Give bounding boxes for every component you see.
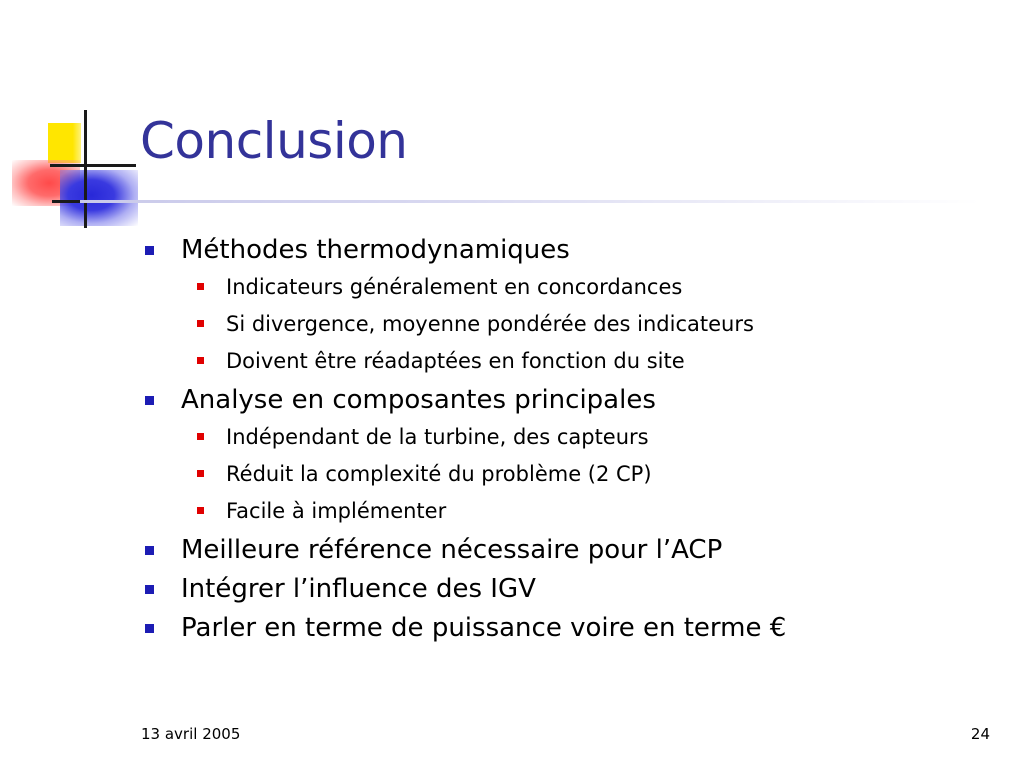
sub-bullet-text: Facile à implémenter (226, 499, 447, 523)
bullet-text: Parler en terme de puissance voire en terme € (181, 613, 787, 643)
bullet-text: Analyse en composantes principales (181, 385, 656, 415)
red-square-bullet-icon (197, 283, 204, 290)
blue-square-bullet-icon (145, 546, 154, 555)
red-square-bullet-icon (197, 357, 204, 364)
footer-date: 13 avril 2005 (141, 725, 241, 743)
logo-vertical-line (84, 110, 87, 228)
red-square-bullet-icon (197, 470, 204, 477)
sub-bullet-item (140, 343, 1000, 380)
red-square-bullet-icon (197, 433, 204, 440)
bullet-item (140, 570, 1000, 608)
blue-square-bullet-icon (145, 396, 154, 405)
logo-horizontal-line (50, 164, 136, 167)
sub-bullet-text: Indépendant de la turbine, des capteurs (226, 425, 649, 449)
sub-bullet-item (140, 306, 1000, 343)
bullet-text: Intégrer l’influence des IGV (181, 574, 536, 604)
red-square-bullet-icon (197, 320, 204, 327)
sub-bullet-item (140, 493, 1000, 530)
slide-title: Conclusion (140, 112, 408, 170)
blue-square-bullet-icon (145, 624, 154, 633)
blue-square-bullet-icon (145, 585, 154, 594)
title-underline (80, 200, 980, 203)
logo-blue-square (60, 170, 138, 226)
bullet-item (140, 231, 1000, 269)
bullet-item (140, 609, 1000, 647)
sub-bullet-text: Doivent être réadaptées en fonction du site (226, 349, 685, 373)
sub-bullet-text: Réduit la complexité du problème (2 CP) (226, 462, 652, 486)
bullet-text: Meilleure référence nécessaire pour l’ACP (181, 535, 723, 565)
slide-logo-icon (0, 0, 150, 240)
sub-bullet-item (140, 456, 1000, 493)
slide-number: 24 (970, 725, 990, 743)
bullet-item (140, 531, 1000, 569)
logo-yellow-square (48, 123, 81, 163)
sub-bullet-item (140, 419, 1000, 456)
blue-square-bullet-icon (145, 246, 154, 255)
bullet-text: Méthodes thermodynamiques (181, 235, 570, 265)
red-square-bullet-icon (197, 507, 204, 514)
bullet-item (140, 381, 1000, 419)
bullet-list (140, 230, 1000, 647)
sub-bullet-text: Si divergence, moyenne pondérée des indicateurs (226, 312, 754, 336)
sub-bullet-text: Indicateurs généralement en concordances (226, 275, 683, 299)
sub-bullet-item (140, 269, 1000, 306)
